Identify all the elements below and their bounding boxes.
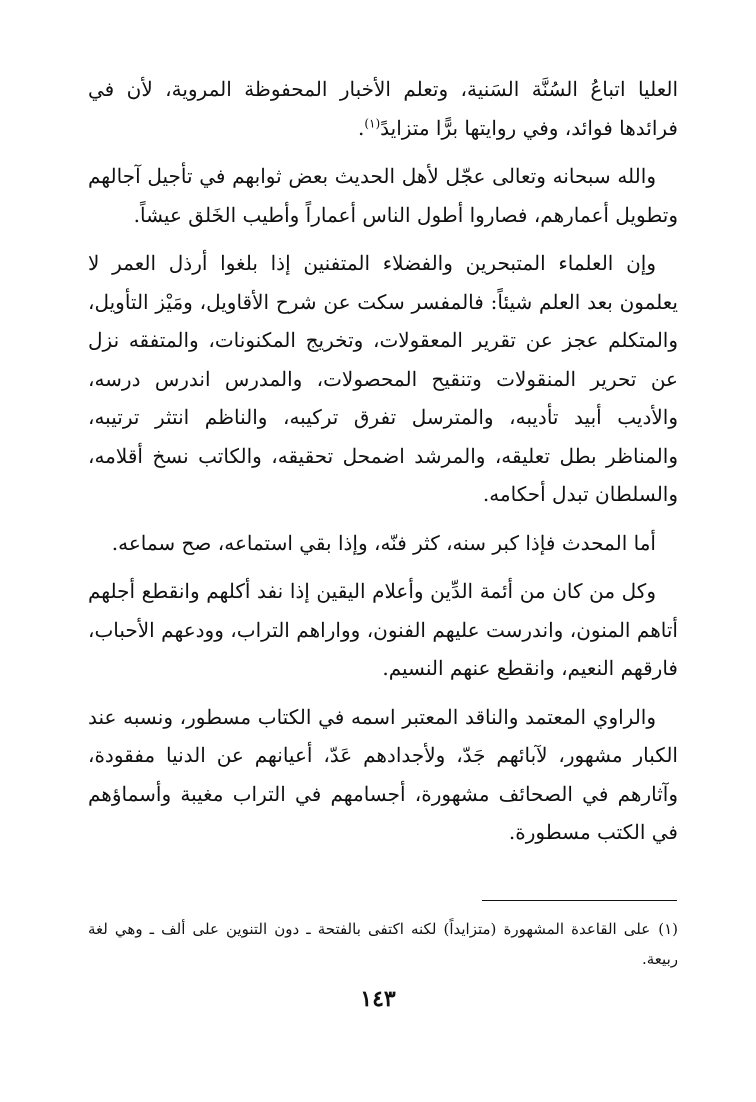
paragraph-gap: [88, 147, 678, 157]
footnote-text: على القاعدة المشهورة (متزايداً) لكنه اكتفى بالفتحة ـ دون التنوين على ألف ـ وهي لغة ربيعة.: [88, 920, 678, 968]
paragraph-3: وإن العلماء المتبحرين والفضلاء المتفنين إذا بلغوا أرذل العمر لا يعلمون بعد العلم شيئاً: فالمفسر سكت عن شرح الأقاويل، ومَيْز التأويل، والمتكلم عجز عن تقرير المعقولات، وتخريج المكنونات، والمتفقه نزل عن تحرير المنقولات وتنقيح المحصولات، والمدرس اندرس درسه، والأديب أبيد تأديبه، والمترسل تفرق تركيبه، والناظم انتثر ترتيبه، والمناظر بطل تعليقه، والمرشد اضمحل تحقيقه، والكاتب نسخ أقلامه، والسلطان تبدل أحكامه.: [88, 251, 678, 506]
paragraph-1-trailing: .: [357, 115, 365, 140]
paragraph-gap: [88, 234, 678, 244]
paragraph-5: وكل من كان من أئمة الدِّين وأعلام اليقين إذا نفد أكلهم وانقطع أجلهم أتاهم المنون، واندرست عليهم الفنون، وواراهم التراب، وودعهم الأحباب، فارقهم النعيم، وانقطع عنهم النسيم.: [88, 579, 678, 680]
paragraph-6: والراوي المعتمد والناقد المعتبر اسمه في الكتاب مسطور، ونسبه عند الكبار مشهور، لآبائهم جَدّ، ولأجدادهم عَدّ، أعيانهم عن الدنيا مفقودة، وآثارهم في الصحائف مشهورة، أجسامهم في التراب مغيبة وأسماؤهم في الكتب مسطورة.: [88, 704, 678, 844]
footnote-reference-marker: (١): [364, 115, 381, 130]
paragraph-1-text: العليا اتباعُ السُنَّة السَنية، وتعلم الأخبار المحفوظة المروية، لأن في فرائدها فوائد، وفي روايتها برًّا متزايدً: [88, 77, 679, 140]
footnote: [88, 914, 678, 974]
footnote-number: (١): [658, 920, 678, 938]
page-number: ١٤٣: [360, 986, 396, 1012]
main-text: [88, 70, 678, 852]
paragraph-2: والله سبحانه وتعالى عجّل لأهل الحديث بعض ثوابهم في تأجيل آجالهم وتطويل أعمارهم، فصاروا أطول الناس أعماراً وأطيب الخَلق عيشاً.: [88, 164, 678, 227]
paragraph-gap: [88, 562, 678, 572]
paragraph-4: أما المحدث فإذا كبر سنه، كثر فنّه، وإذا بقي استماعه، صح سماعه.: [111, 530, 656, 555]
paragraph-gap: [88, 688, 678, 698]
footnote-divider: [482, 900, 677, 901]
paragraph-gap: [88, 514, 678, 524]
paragraph-1: [88, 70, 678, 147]
